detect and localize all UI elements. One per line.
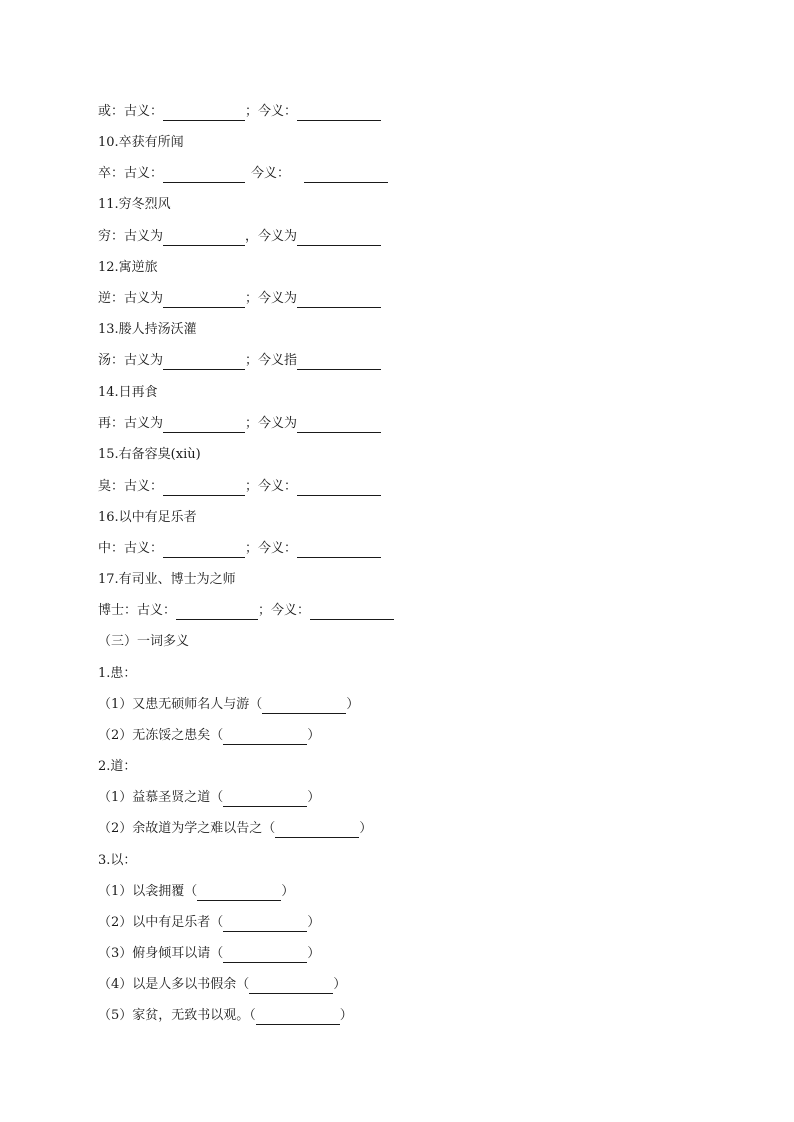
line-label: ；今义： bbox=[245, 104, 298, 119]
sentence-line-yi-3: （3）俯身倾耳以请（ ） bbox=[98, 946, 321, 961]
question-heading-13: 13.媵人持汤沃灌 bbox=[98, 322, 197, 337]
question-heading-15: 15.右备容臭(xiù) bbox=[98, 447, 201, 462]
line-label: ；今义为 bbox=[245, 291, 298, 306]
section-heading-polysemy: （三）一词多义 bbox=[98, 634, 190, 649]
answer-blank[interactable] bbox=[223, 948, 307, 963]
line-label: 中：古义： bbox=[98, 541, 164, 556]
sentence-line-yi-4: （4）以是人多以书假余（ ） bbox=[98, 977, 347, 992]
question-heading-10: 10.卒获有所闻 bbox=[98, 135, 184, 150]
answer-blank[interactable] bbox=[256, 1010, 340, 1025]
line-label: 博士：古义： bbox=[98, 603, 177, 618]
line-label: ；今义： bbox=[245, 541, 298, 556]
vocab-line-qiong bbox=[98, 228, 381, 246]
answer-blank-ancient[interactable] bbox=[163, 543, 245, 558]
line-label: 逆：古义为 bbox=[98, 291, 164, 306]
answer-blank-modern[interactable] bbox=[297, 231, 381, 246]
answer-blank-modern[interactable] bbox=[297, 355, 381, 370]
sentence-line-dao-1: （1）益慕圣贤之道（ ） bbox=[98, 790, 321, 805]
answer-blank-modern[interactable] bbox=[297, 293, 381, 308]
answer-blank-modern[interactable] bbox=[297, 481, 381, 496]
answer-blank-modern[interactable] bbox=[304, 168, 388, 183]
line-label: ；今义： bbox=[258, 603, 311, 618]
sentence-line-dao-2: （2）余故道为学之难以告之（ ） bbox=[98, 821, 373, 836]
sentence-line-huan-2: （2）无冻馁之患矣（ ） bbox=[98, 728, 321, 743]
word-heading-huan: 1.患： bbox=[98, 666, 137, 681]
answer-blank[interactable] bbox=[249, 979, 333, 994]
line-label: 今义： bbox=[251, 166, 291, 181]
vocab-line-xiu bbox=[98, 478, 381, 496]
vocab-line-boshi bbox=[98, 602, 394, 620]
vocab-line-zu bbox=[98, 165, 388, 183]
answer-blank[interactable] bbox=[197, 886, 281, 901]
line-label: 臭：古义： bbox=[98, 479, 164, 494]
answer-blank-ancient[interactable] bbox=[163, 106, 245, 121]
sentence-line-huan-1: （1）又患无硕师名人与游（ ） bbox=[98, 697, 360, 712]
vocab-line-zai bbox=[98, 415, 381, 433]
word-heading-yi: 3.以： bbox=[98, 853, 137, 868]
answer-blank-modern[interactable] bbox=[297, 418, 381, 433]
line-label: ；今义： bbox=[245, 479, 298, 494]
vocab-line-tang bbox=[98, 352, 381, 370]
line-label: ；今义为 bbox=[245, 416, 298, 431]
vocab-line-ni bbox=[98, 290, 381, 308]
line-label: 再：古义为 bbox=[98, 416, 164, 431]
answer-blank-ancient[interactable] bbox=[163, 231, 245, 246]
answer-blank-ancient[interactable] bbox=[163, 418, 245, 433]
answer-blank[interactable] bbox=[223, 730, 307, 745]
sentence-line-yi-5: （5）家贫，无致书以观。（ ） bbox=[98, 1008, 353, 1023]
line-label: 或：古义： bbox=[98, 104, 164, 119]
line-label: ；今义指 bbox=[245, 353, 298, 368]
vocab-line-zhong bbox=[98, 540, 381, 558]
question-heading-16: 16.以中有足乐者 bbox=[98, 510, 197, 525]
answer-blank-ancient[interactable] bbox=[163, 168, 245, 183]
answer-blank-modern[interactable] bbox=[310, 605, 394, 620]
answer-blank-ancient[interactable] bbox=[163, 293, 245, 308]
question-heading-11: 11.穷冬烈风 bbox=[98, 197, 171, 212]
answer-blank-modern[interactable] bbox=[297, 543, 381, 558]
answer-blank-ancient[interactable] bbox=[163, 481, 245, 496]
answer-blank[interactable] bbox=[275, 823, 359, 838]
vocab-line-huo bbox=[98, 103, 381, 121]
word-heading-dao: 2.道： bbox=[98, 759, 137, 774]
question-heading-14: 14.日再食 bbox=[98, 385, 158, 400]
answer-blank-ancient[interactable] bbox=[176, 605, 258, 620]
line-label: 汤：古义为 bbox=[98, 353, 164, 368]
question-heading-12: 12.寓逆旅 bbox=[98, 260, 158, 275]
answer-blank[interactable] bbox=[223, 917, 307, 932]
answer-blank[interactable] bbox=[262, 699, 346, 714]
sentence-line-yi-2: （2）以中有足乐者（ ） bbox=[98, 915, 321, 930]
line-label: 卒：古义： bbox=[98, 166, 164, 181]
answer-blank-modern[interactable] bbox=[297, 106, 381, 121]
line-label: 穷：古义为 bbox=[98, 229, 164, 244]
sentence-line-yi-1: （1）以衾拥覆（ ） bbox=[98, 884, 295, 899]
question-heading-17: 17.有司业、博士为之师 bbox=[98, 572, 236, 587]
line-label: ，今义为 bbox=[245, 229, 298, 244]
answer-blank-ancient[interactable] bbox=[163, 355, 245, 370]
answer-blank[interactable] bbox=[223, 792, 307, 807]
